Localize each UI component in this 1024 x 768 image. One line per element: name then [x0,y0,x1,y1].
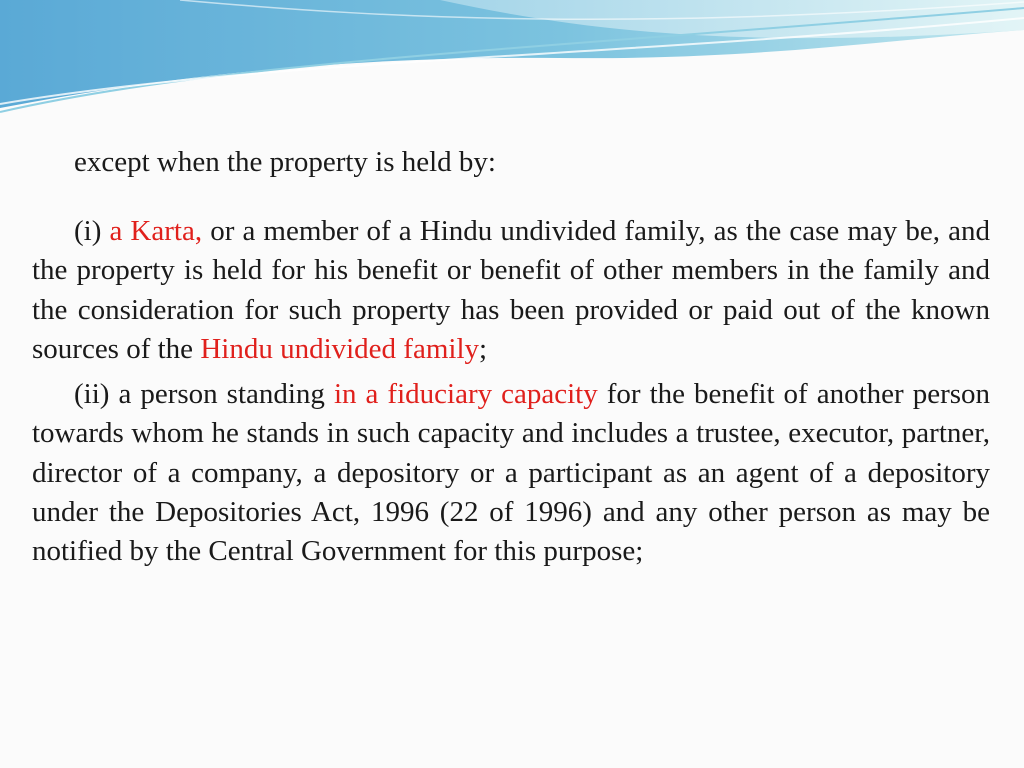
header-wave-banner [0,0,1024,120]
highlight-karta: a Karta, [109,215,203,247]
clause-i-suffix: ; [479,332,488,365]
clause-i-body: or a member of a Hindu undivided family, as the case may be, and the property is held for his benefit or benefit of other members in the family and the consideration for such property has been provided or paid out of the known sources of the [32,215,990,365]
slide-body [32,138,990,572]
clause-ii-body: for the benefit of another person towards whom he stands in such capacity and includes a trustee, executor, partner, director of a company, a depository or a participant as an agent of a depository under the Depositories Act, 1996 (22 of 1996) and any other person as may be notified by the Central Government for this purpose; [32,378,991,568]
clause-ii [32,375,990,571]
clause-i-prefix: (i) [74,215,110,247]
intro-line: except when the property is held by: [74,146,496,178]
highlight-fiduciary-capacity: in a fiduciary capacity [333,378,598,411]
highlight-hindu-undivided-family: Hindu undivided family [200,332,479,365]
clause-ii-prefix: (ii) a person standing [74,378,334,411]
clause-i [32,212,990,369]
